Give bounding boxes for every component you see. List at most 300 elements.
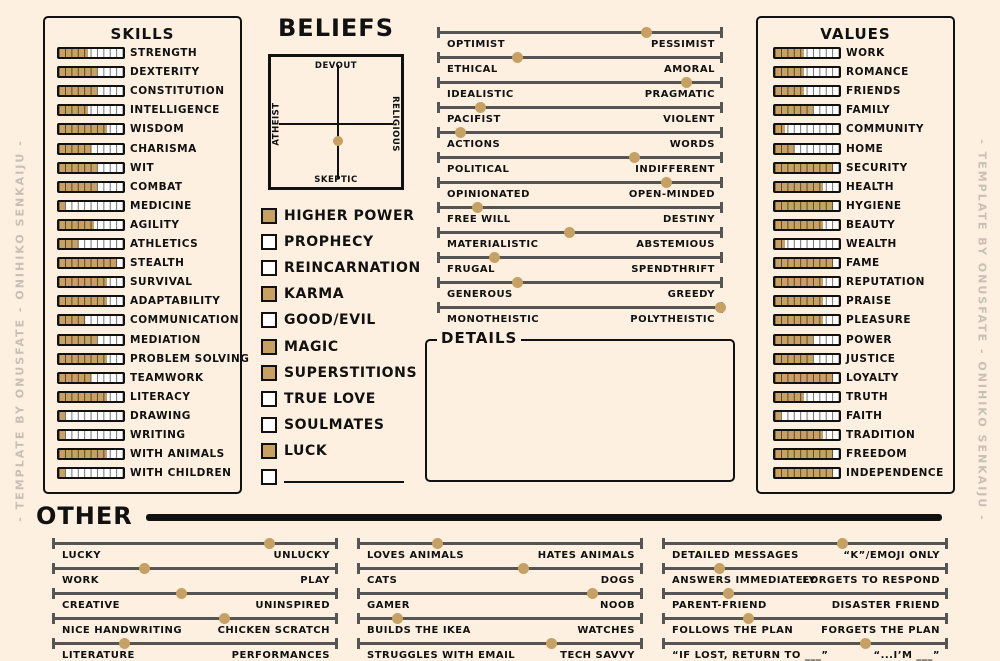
spectrum-slider-end-right <box>720 52 723 63</box>
belief-item[interactable] <box>261 388 376 410</box>
other-slider[interactable] <box>662 564 948 586</box>
other-slider-knob[interactable] <box>587 588 598 599</box>
other-slider-end-left <box>52 588 55 599</box>
other-slider[interactable] <box>662 639 948 661</box>
skills-rating-bar[interactable] <box>57 238 125 250</box>
other-slider-track <box>52 542 338 545</box>
belief-checkbox[interactable] <box>261 443 277 459</box>
values-rating-ticks <box>775 106 839 114</box>
values-row <box>773 332 892 348</box>
skills-label: WISDOM <box>130 123 185 136</box>
other-title: OTHER <box>36 502 133 530</box>
skills-rating-bar[interactable] <box>57 200 125 212</box>
values-row <box>773 141 883 157</box>
other-slider-end-right <box>945 563 948 574</box>
spectrum-slider[interactable] <box>437 303 723 325</box>
belief-checkbox[interactable] <box>261 312 277 328</box>
values-rating-bar[interactable] <box>773 162 841 174</box>
values-row <box>773 293 892 309</box>
values-rating-bar[interactable] <box>773 66 841 78</box>
values-label: POWER <box>846 333 892 346</box>
values-rating-bar[interactable] <box>773 181 841 193</box>
other-slider-right-label: “K”/EMOJI ONLY <box>843 550 940 561</box>
other-slider-track <box>52 567 338 570</box>
values-label: FAME <box>846 257 880 270</box>
skills-row <box>57 427 186 443</box>
spectrum-slider-end-left <box>437 277 440 288</box>
spectrum-slider[interactable] <box>437 103 723 125</box>
other-slider-left-label: GAMER <box>367 600 410 611</box>
spectrum-slider-left-label: POLITICAL <box>447 164 510 175</box>
skills-rating-bar[interactable] <box>57 143 125 155</box>
skills-row <box>57 293 220 309</box>
spectrum-slider-right-label: POLYTHEISTIC <box>630 314 715 325</box>
values-row <box>773 102 890 118</box>
skills-rating-ticks <box>59 412 123 420</box>
beliefs-title: BELIEFS <box>278 14 394 42</box>
belief-checkbox[interactable] <box>261 365 277 381</box>
skills-rating-bar[interactable] <box>57 353 125 365</box>
belief-checkbox[interactable] <box>261 286 277 302</box>
skills-rating-bar[interactable] <box>57 372 125 384</box>
other-slider-knob[interactable] <box>546 638 557 649</box>
skills-row <box>57 64 200 80</box>
compass-right-label: RELIGIOUS <box>390 96 401 152</box>
spectrum-slider-end-left <box>437 152 440 163</box>
values-label: HYGIENE <box>846 199 902 212</box>
compass-horizontal-axis <box>279 123 393 125</box>
other-slider[interactable] <box>52 539 338 561</box>
other-slider-end-left <box>662 588 665 599</box>
values-row <box>773 179 894 195</box>
skills-row <box>57 102 220 118</box>
skills-row <box>57 141 197 157</box>
skills-rating-ticks <box>59 202 123 210</box>
belief-checkbox[interactable] <box>261 208 277 224</box>
other-slider[interactable] <box>357 539 643 561</box>
other-slider-left-label: CATS <box>367 575 398 586</box>
values-row <box>773 351 895 367</box>
spectrum-slider-left-label: GENEROUS <box>447 289 513 300</box>
skills-rating-bar[interactable] <box>57 104 125 116</box>
skills-rating-ticks <box>59 431 123 439</box>
values-rating-bar[interactable] <box>773 104 841 116</box>
other-slider-track <box>662 642 948 645</box>
other-slider-knob[interactable] <box>714 563 725 574</box>
other-slider-end-left <box>357 613 360 624</box>
skills-label: WITH CHILDREN <box>130 467 232 480</box>
belief-checkbox[interactable] <box>261 417 277 433</box>
values-row <box>773 408 882 424</box>
spectrum-slider-left-label: MATERIALISTIC <box>447 239 539 250</box>
other-slider-left-label: WORK <box>62 575 99 586</box>
spectrum-slider-end-left <box>437 27 440 38</box>
spectrum-slider-track <box>437 156 723 159</box>
skills-label: MEDICINE <box>130 199 192 212</box>
other-slider[interactable] <box>52 639 338 661</box>
spectrum-slider[interactable] <box>437 228 723 250</box>
compass-bottom-label: SKEPTIC <box>314 175 358 185</box>
details-box[interactable] <box>425 339 735 482</box>
spectrum-slider-track <box>437 306 723 309</box>
spectrum-slider[interactable] <box>437 253 723 275</box>
spectrum-slider-end-right <box>720 277 723 288</box>
belief-label: PROPHECY <box>284 234 374 251</box>
other-slider-knob[interactable] <box>743 613 754 624</box>
belief-checkbox[interactable] <box>261 391 277 407</box>
values-row <box>773 389 888 405</box>
other-slider-end-right <box>640 588 643 599</box>
belief-item[interactable] <box>261 205 415 227</box>
other-slider[interactable] <box>357 589 643 611</box>
other-slider-knob[interactable] <box>176 588 187 599</box>
other-slider[interactable] <box>52 614 338 636</box>
other-slider-end-right <box>945 613 948 624</box>
skills-label: CHARISMA <box>130 142 197 155</box>
spectrum-slider-right-label: PRAGMATIC <box>644 89 715 100</box>
other-slider-knob[interactable] <box>860 638 871 649</box>
values-rating-bar[interactable] <box>773 200 841 212</box>
spectrum-slider-knob[interactable] <box>455 127 466 138</box>
belief-label: MAGIC <box>284 338 339 355</box>
skills-label: LITERACY <box>130 390 191 403</box>
compass-marker[interactable] <box>333 136 343 146</box>
other-slider-track <box>662 617 948 620</box>
other-slider-knob[interactable] <box>264 538 275 549</box>
skills-row <box>57 408 191 424</box>
skills-label: MEDIATION <box>130 333 201 346</box>
skills-row <box>57 389 190 405</box>
spectrum-slider-right-label: OPEN-MINDED <box>628 189 715 200</box>
spectrum-slider-knob[interactable] <box>661 177 672 188</box>
other-slider-knob[interactable] <box>219 613 230 624</box>
values-label: FREEDOM <box>846 448 908 461</box>
spectrum-slider-knob[interactable] <box>629 152 640 163</box>
spectrum-slider-end-right <box>720 227 723 238</box>
spectrum-slider-knob[interactable] <box>512 277 523 288</box>
spectrum-slider-track <box>437 281 723 284</box>
other-divider <box>146 514 942 521</box>
spectrum-slider-end-right <box>720 177 723 188</box>
values-label: SECURITY <box>846 161 908 174</box>
values-rating-bar[interactable] <box>773 314 841 326</box>
skills-rating-ticks <box>59 469 123 477</box>
belief-item[interactable] <box>261 283 344 305</box>
other-slider-right-label: PLAY <box>300 575 330 586</box>
spectrum-slider[interactable] <box>437 78 723 100</box>
skills-rating-bar[interactable] <box>57 257 125 269</box>
belief-label: SOULMATES <box>284 416 385 433</box>
spectrum-slider-knob[interactable] <box>489 252 500 263</box>
values-row <box>773 255 880 271</box>
other-slider[interactable] <box>52 589 338 611</box>
skills-rating-bar[interactable] <box>57 47 125 59</box>
other-slider-end-left <box>357 638 360 649</box>
other-slider-right-label: UNINSPIRED <box>255 600 330 611</box>
watermark-left: - TEMPLATE BY ONUSFATE - ONIHIKO SENKAIJU - <box>13 139 27 522</box>
skills-rating-bar[interactable] <box>57 448 125 460</box>
spectrum-slider-track <box>437 181 723 184</box>
values-rating-ticks <box>775 202 839 210</box>
spectrum-slider[interactable] <box>437 178 723 200</box>
skills-rating-bar[interactable] <box>57 85 125 97</box>
skills-rating-ticks <box>59 49 123 57</box>
other-slider-end-right <box>640 538 643 549</box>
other-slider-left-label: NICE HANDWRITING <box>62 625 183 636</box>
spectrum-slider-left-label: FREE WILL <box>447 214 511 225</box>
spectrum-slider[interactable] <box>437 128 723 150</box>
other-slider-left-label: ANSWERS IMMEDIATELY <box>672 575 817 586</box>
skills-rating-ticks <box>59 278 123 286</box>
other-slider[interactable] <box>357 564 643 586</box>
other-slider[interactable] <box>662 614 948 636</box>
other-slider-end-left <box>662 638 665 649</box>
skills-row <box>57 45 197 61</box>
skills-rating-bar[interactable] <box>57 314 125 326</box>
other-slider-knob[interactable] <box>119 638 130 649</box>
spectrum-slider-end-right <box>720 77 723 88</box>
skills-label: WRITING <box>130 429 186 441</box>
other-slider-left-label: LUCKY <box>62 550 101 561</box>
skills-label: COMMUNICATION <box>130 314 240 327</box>
skills-label: ADAPTABILITY <box>130 295 221 308</box>
belief-item[interactable] <box>261 466 404 488</box>
skills-rating-bar[interactable] <box>57 66 125 78</box>
belief-item[interactable] <box>261 309 376 331</box>
values-label: ROMANCE <box>846 66 909 79</box>
skills-label: DRAWING <box>130 409 191 422</box>
compass-left-label: ATHEIST <box>271 102 282 146</box>
spectrum-slider-end-right <box>720 127 723 138</box>
spectrum-slider-end-left <box>437 77 440 88</box>
belief-checkbox[interactable] <box>261 260 277 276</box>
values-row <box>773 446 907 462</box>
spectrum-slider-left-label: ETHICAL <box>447 64 498 75</box>
spectrum-slider-end-left <box>437 127 440 138</box>
spectrum-slider-left-label: OPINIONATED <box>447 189 530 200</box>
values-rating-ticks <box>775 183 839 191</box>
other-slider-end-left <box>662 538 665 549</box>
skills-rating-ticks <box>59 450 123 458</box>
belief-item[interactable] <box>261 440 327 462</box>
values-rating-ticks <box>775 412 839 420</box>
spectrum-slider-end-right <box>720 252 723 263</box>
belief-label: KARMA <box>284 286 345 303</box>
values-rating-bar[interactable] <box>773 295 841 307</box>
skills-rating-ticks <box>59 355 123 363</box>
other-slider[interactable] <box>662 589 948 611</box>
belief-checkbox[interactable] <box>261 469 277 485</box>
other-slider[interactable] <box>357 639 643 661</box>
other-slider-knob[interactable] <box>139 563 150 574</box>
skills-rating-bar[interactable] <box>57 276 125 288</box>
details-title: DETAILS <box>437 329 521 347</box>
belief-item[interactable] <box>261 336 339 358</box>
values-rating-bar[interactable] <box>773 257 841 269</box>
other-slider-end-right <box>335 588 338 599</box>
values-rating-ticks <box>775 374 839 382</box>
belief-checkbox[interactable] <box>261 339 277 355</box>
other-slider-right-label: FORGETS TO RESPOND <box>802 575 940 586</box>
values-rating-ticks <box>775 297 839 305</box>
skills-rating-bar[interactable] <box>57 181 125 193</box>
belief-checkbox[interactable] <box>261 234 277 250</box>
skills-rating-bar[interactable] <box>57 410 125 422</box>
spectrum-slider-left-label: MONOTHEISTIC <box>447 314 540 325</box>
skills-label: INTELLIGENCE <box>130 104 220 117</box>
belief-blank-line[interactable] <box>284 481 404 483</box>
skills-rating-bar[interactable] <box>57 219 125 231</box>
other-slider-knob[interactable] <box>723 588 734 599</box>
spectrum-slider-track <box>437 231 723 234</box>
belief-label: TRUE LOVE <box>284 390 376 407</box>
values-row <box>773 217 895 233</box>
belief-item[interactable] <box>261 231 374 253</box>
other-slider-end-left <box>52 613 55 624</box>
values-rating-ticks <box>775 125 839 133</box>
values-rating-bar[interactable] <box>773 391 841 403</box>
spectrum-slider[interactable] <box>437 203 723 225</box>
values-rating-bar[interactable] <box>773 219 841 231</box>
other-slider-end-left <box>662 613 665 624</box>
other-slider-end-right <box>640 638 643 649</box>
skills-label: TEAMWORK <box>130 371 204 384</box>
values-rating-ticks <box>775 393 839 401</box>
values-label: FAMILY <box>846 104 891 117</box>
values-rating-bar[interactable] <box>773 85 841 97</box>
other-slider[interactable] <box>52 564 338 586</box>
other-slider-right-label: TECH SAVVY <box>560 650 635 661</box>
values-rating-ticks <box>775 68 839 76</box>
other-slider-left-label: LOVES ANIMALS <box>367 550 465 561</box>
values-rating-bar[interactable] <box>773 448 841 460</box>
skills-label: STEALTH <box>130 257 185 270</box>
skills-row <box>57 121 184 137</box>
other-slider-end-right <box>335 613 338 624</box>
other-slider-end-right <box>335 563 338 574</box>
skills-title: SKILLS <box>110 25 175 43</box>
other-slider-knob[interactable] <box>432 538 443 549</box>
skills-rating-bar[interactable] <box>57 162 125 174</box>
values-rating-bar[interactable] <box>773 353 841 365</box>
watermark-right: - TEMPLATE BY ONUSFATE - ONIHIKO SENKAIJU - <box>975 139 989 522</box>
spectrum-slider-right-label: INDIFFERENT <box>635 164 715 175</box>
values-rating-bar[interactable] <box>773 238 841 250</box>
skills-rating-bar[interactable] <box>57 123 125 135</box>
belief-item[interactable] <box>261 414 385 436</box>
values-rating-bar[interactable] <box>773 467 841 479</box>
values-row <box>773 427 915 443</box>
other-slider-right-label: UNLUCKY <box>273 550 330 561</box>
values-rating-bar[interactable] <box>773 429 841 441</box>
skills-rating-bar[interactable] <box>57 391 125 403</box>
values-rating-ticks <box>775 87 839 95</box>
skills-rating-bar[interactable] <box>57 295 125 307</box>
belief-item[interactable] <box>261 362 417 384</box>
skills-rating-bar[interactable] <box>57 334 125 346</box>
values-rating-bar[interactable] <box>773 334 841 346</box>
values-rating-bar[interactable] <box>773 143 841 155</box>
skills-rating-ticks <box>59 106 123 114</box>
spectrum-slider-knob[interactable] <box>475 102 486 113</box>
spectrum-slider[interactable] <box>437 28 723 50</box>
values-rating-ticks <box>775 240 839 248</box>
spectrum-slider-right-label: ABSTEMIOUS <box>636 239 715 250</box>
values-row <box>773 83 901 99</box>
other-slider-end-right <box>945 638 948 649</box>
other-slider-track <box>357 542 643 545</box>
spectrum-slider-knob[interactable] <box>641 27 652 38</box>
values-row <box>773 236 897 252</box>
skills-row <box>57 160 154 176</box>
values-rating-ticks <box>775 221 839 229</box>
skills-label: PROBLEM SOLVING <box>130 352 250 365</box>
spectrum-slider-knob[interactable] <box>564 227 575 238</box>
other-slider-end-right <box>640 563 643 574</box>
other-slider-right-label: HATES ANIMALS <box>537 550 635 561</box>
spectrum-slider-knob[interactable] <box>512 52 523 63</box>
other-slider-knob[interactable] <box>837 538 848 549</box>
other-slider-knob[interactable] <box>392 613 403 624</box>
skills-rating-ticks <box>59 221 123 229</box>
spectrum-slider-end-right <box>720 102 723 113</box>
values-label: HEALTH <box>846 180 894 193</box>
skills-rating-ticks <box>59 336 123 344</box>
values-rating-bar[interactable] <box>773 276 841 288</box>
other-slider-track <box>52 642 338 645</box>
spectrum-slider-right-label: SPENDTHRIFT <box>631 264 715 275</box>
values-row <box>773 274 925 290</box>
values-rating-bar[interactable] <box>773 410 841 422</box>
other-slider-end-right <box>945 588 948 599</box>
values-label: BEAUTY <box>846 218 896 231</box>
other-slider-track <box>662 592 948 595</box>
spectrum-slider-track <box>437 131 723 134</box>
spectrum-slider[interactable] <box>437 53 723 75</box>
skills-row <box>57 446 225 462</box>
other-slider-knob[interactable] <box>518 563 529 574</box>
values-row <box>773 121 924 137</box>
skills-rating-bar[interactable] <box>57 429 125 441</box>
other-slider[interactable] <box>662 539 948 561</box>
spectrum-slider[interactable] <box>437 278 723 300</box>
skills-rating-ticks <box>59 374 123 382</box>
values-row <box>773 312 911 328</box>
skills-row <box>57 370 204 386</box>
other-slider-end-left <box>357 588 360 599</box>
skills-rating-ticks <box>59 87 123 95</box>
spectrum-slider[interactable] <box>437 153 723 175</box>
values-rating-bar[interactable] <box>773 372 841 384</box>
skills-label: SURVIVAL <box>130 276 193 289</box>
spectrum-slider-knob[interactable] <box>715 302 726 313</box>
values-rating-bar[interactable] <box>773 47 841 59</box>
skills-label: STRENGTH <box>130 47 198 59</box>
values-rating-bar[interactable] <box>773 123 841 135</box>
other-slider[interactable] <box>357 614 643 636</box>
skills-label: ATHLETICS <box>130 238 199 250</box>
values-rating-ticks <box>775 316 839 324</box>
other-slider-right-label: FORGETS THE PLAN <box>821 625 940 636</box>
other-slider-right-label: PERFORMANCES <box>231 650 330 661</box>
belief-item[interactable] <box>261 257 421 279</box>
spectrum-slider-knob[interactable] <box>472 202 483 213</box>
spectrum-slider-knob[interactable] <box>681 77 692 88</box>
skills-rating-bar[interactable] <box>57 467 125 479</box>
values-rating-ticks <box>775 145 839 153</box>
values-row <box>773 198 902 214</box>
skills-rating-ticks <box>59 145 123 153</box>
